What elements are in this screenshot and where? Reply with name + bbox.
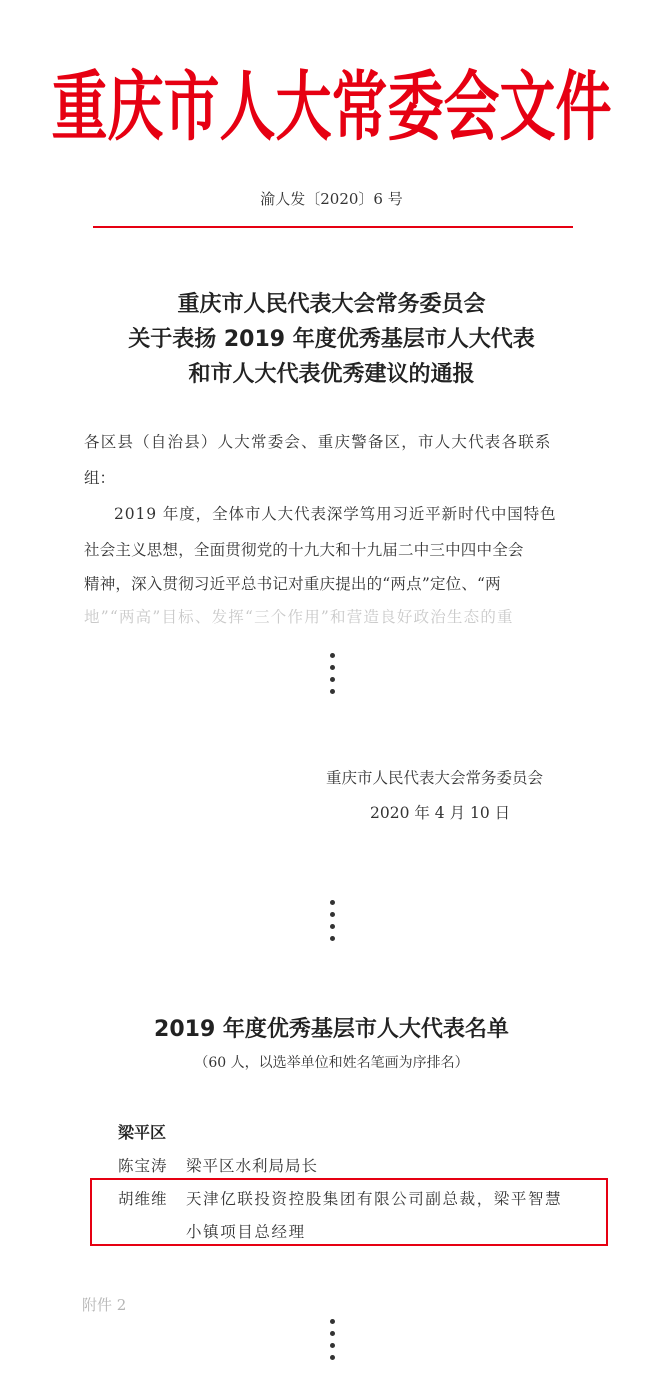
appendix-label: 附件 2 bbox=[82, 1296, 127, 1314]
list-item-name: 胡维维 bbox=[118, 1190, 168, 1208]
list-item-role-continued: 小镇项目总经理 bbox=[186, 1223, 306, 1241]
list-item-role: 梁平区水利局局长 bbox=[186, 1157, 319, 1175]
list-item-role: 天津亿联投资控股集团有限公司副总裁，梁平智慧 bbox=[186, 1190, 563, 1208]
district-heading: 梁平区 bbox=[118, 1123, 167, 1142]
document-masthead: 重庆市人大常委会文件 bbox=[51, 64, 612, 152]
notice-title-line-1: 重庆市人民代表大会常务委员会 bbox=[177, 292, 486, 317]
body-line-4-faded: 地”“两高”目标、发挥“三个作用”和营造良好政治生态的重 bbox=[84, 608, 514, 626]
vertical-ellipsis-icon bbox=[322, 900, 342, 948]
addressee-line-1: 各区县（自治县）人大常委会、重庆警备区，市人大代表各联系 bbox=[84, 433, 552, 451]
signature-date: 2020 年 4 月 10 日 bbox=[370, 804, 511, 822]
list-item-name: 陈宝涛 bbox=[118, 1157, 168, 1175]
signature-org: 重庆市人民代表大会常务委员会 bbox=[326, 769, 544, 787]
addressee-line-2: 组： bbox=[84, 469, 116, 487]
notice-title-line-2: 关于表扬 2019 年度优秀基层市人大代表 bbox=[128, 327, 535, 352]
body-line-3: 精神，深入贯彻习近平总书记对重庆提出的“两点”定位、“两 bbox=[84, 575, 501, 593]
list-title: 2019 年度优秀基层市人大代表名单 bbox=[154, 1017, 509, 1042]
vertical-ellipsis-icon bbox=[322, 1319, 342, 1367]
body-line-2: 社会主义思想，全面贯彻党的十九大和十九届二中三中四中全会 bbox=[84, 541, 524, 559]
list-note: （60 人，以选举单位和姓名笔画为序排名） bbox=[194, 1055, 469, 1071]
notice-title-line-3: 和市人大代表优秀建议的通报 bbox=[188, 362, 475, 387]
red-divider bbox=[93, 226, 573, 228]
vertical-ellipsis-icon bbox=[322, 653, 342, 701]
body-line-1: 2019 年度，全体市人大代表深学笃用习近平新时代中国特色 bbox=[114, 505, 557, 523]
document-number: 渝人发〔2020〕6 号 bbox=[260, 190, 403, 208]
